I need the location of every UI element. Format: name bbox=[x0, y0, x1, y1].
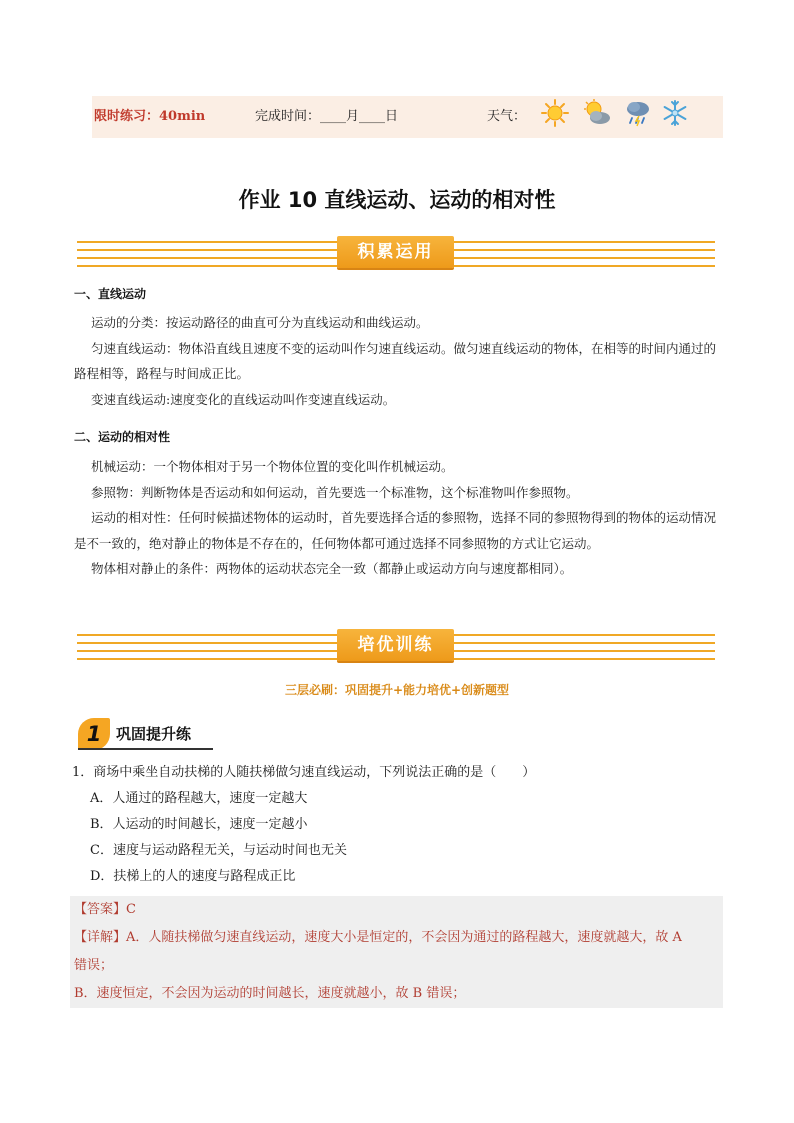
time-limit: 限时练习：40min bbox=[94, 109, 206, 124]
paragraph: 变速直线运动:速度变化的直线运动叫作变速直线运动。 bbox=[91, 391, 396, 407]
weather-label: 天气： bbox=[487, 109, 527, 124]
section-body-relativity bbox=[74, 454, 724, 582]
level-name: 巩固提升练 bbox=[116, 725, 192, 743]
detail-line: B．速度恒定，不会因为运动的时间越长，速度就越小，故 B 错误； bbox=[74, 986, 466, 1001]
option-b: B．人运动的时间越长，速度一定越小 bbox=[90, 817, 308, 832]
section-heading-linear-motion: 一、直线运动 bbox=[74, 287, 147, 301]
paragraph: 运动的相对性：任何时候描述物体的运动时，首先要选择合适的参照物，选择不同的参照物得到的物体的运动情况是不一致的，绝对静止的物体是不存在的，任何物体都可通过选择不同参照物的方式让它运动。 bbox=[74, 510, 717, 551]
band-label: 培优训练 bbox=[337, 629, 454, 661]
detail-line: 【详解】A．人随扶梯做匀速直线运动，速度大小是恒定的，不会因为通过的路程越大，速度就越大，故 A bbox=[74, 930, 682, 945]
snowflake-icon bbox=[661, 99, 689, 127]
level-badge bbox=[76, 718, 216, 750]
option-d: D．扶梯上的人的速度与路程成正比 bbox=[90, 869, 296, 884]
sun-icon bbox=[541, 99, 569, 127]
rain-icon bbox=[624, 99, 652, 127]
band-label: 积累运用 bbox=[337, 236, 454, 268]
subtitle: 三层必刷：巩固提升+能力培优+创新题型 bbox=[284, 683, 510, 697]
page-title: 作业 10 直线运动、运动的相对性 bbox=[238, 188, 556, 212]
section-body-linear-motion bbox=[74, 310, 724, 412]
detail-line: 错误； bbox=[74, 958, 114, 973]
paragraph: 参照物：判断物体是否运动和如何运动，首先要选一个标准物，这个标准物叫作参照物。 bbox=[91, 484, 579, 500]
level-number: 1 bbox=[78, 718, 110, 750]
partly-cloudy-icon bbox=[583, 99, 611, 127]
paragraph: 匀速直线运动：物体沿直线且速度不变的运动叫作匀速直线运动。做匀速直线运动的物体，在相等的时间内通过的路程相等，路程与时间成正比。 bbox=[74, 340, 717, 381]
answer-block bbox=[70, 896, 723, 1008]
answer-line: 【答案】C bbox=[74, 902, 136, 917]
level-underline bbox=[78, 748, 213, 750]
section-band-accumulate bbox=[77, 236, 715, 272]
paragraph: 物体相对静止的条件：两物体的运动状态完全一致（都静止或运动方向与速度都相同）。 bbox=[91, 561, 573, 576]
option-a: A．人通过的路程越大，速度一定越大 bbox=[90, 791, 308, 806]
question-block bbox=[72, 760, 732, 890]
completion-date: 完成时间：____月____日 bbox=[255, 109, 399, 124]
option-c: C．速度与运动路程无关，与运动时间也无关 bbox=[90, 843, 347, 858]
header-bar bbox=[92, 96, 723, 138]
paragraph: 运动的分类：按运动路径的曲直可分为直线运动和曲线运动。 bbox=[91, 315, 429, 330]
section-heading-relativity: 二、运动的相对性 bbox=[74, 430, 171, 444]
section-band-training bbox=[77, 629, 715, 665]
question-stem: 1．商场中乘坐自动扶梯的人随扶梯做匀速直线运动，下列说法正确的是（ ） bbox=[72, 765, 536, 780]
paragraph: 机械运动：一个物体相对于另一个物体位置的变化叫作机械运动。 bbox=[91, 459, 454, 474]
